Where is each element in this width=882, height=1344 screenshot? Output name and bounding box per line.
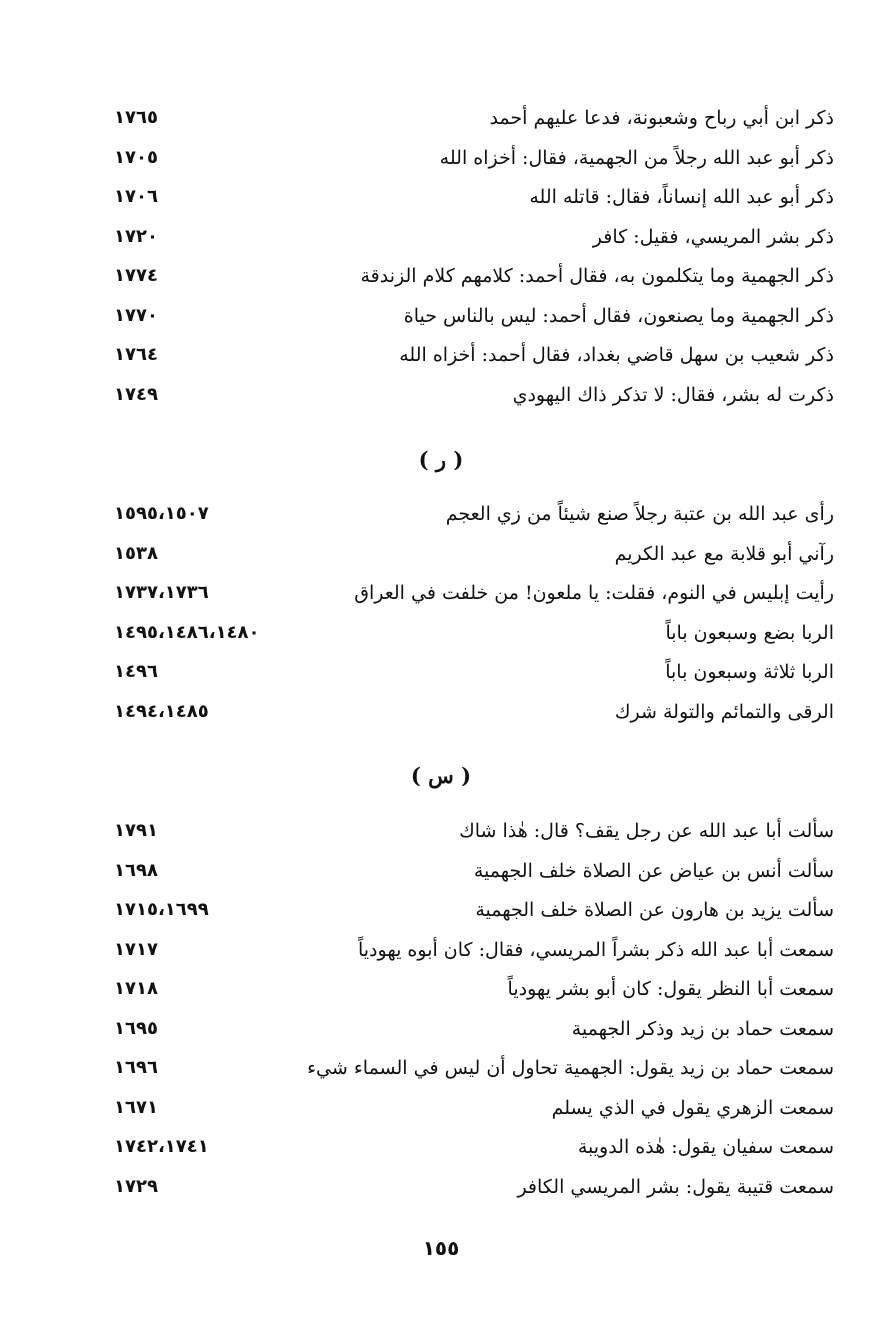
index-entry xyxy=(0,1090,882,1130)
entry-text: سألت يزيد بن هارون عن الصلاة خلف الجهمية xyxy=(475,899,834,921)
index-entry xyxy=(0,575,882,615)
entry-text: ذكر أبو عبد الله رجلاً من الجهمية، فقال: أخزاه الله xyxy=(439,146,834,169)
entry-ref: ١٧٢٠ xyxy=(114,225,158,247)
entry-ref: ١٧٦٥ xyxy=(114,107,158,128)
index-entry xyxy=(0,892,882,932)
entry-ref: ١٦٩٨ xyxy=(114,859,158,881)
entry-text: رأيت إبليس في النوم، فقلت: يا ملعون! من خلفت في العراق xyxy=(354,582,834,604)
index-entry xyxy=(0,337,882,377)
index-entry xyxy=(0,1050,882,1090)
section-heading-sin: ( س ) xyxy=(410,763,472,788)
entry-text: سمعت سفيان يقول: هٰذه الدويبة xyxy=(577,1136,834,1158)
index-entry xyxy=(0,932,882,972)
entry-ref: ١٥٣٨ xyxy=(114,542,158,564)
entry-text: ذكر ابن أبي رباح وشعبونة، فدعا عليهم أحمد xyxy=(489,107,834,129)
index-entry xyxy=(0,258,882,298)
entry-ref: ١٧١٨ xyxy=(114,978,158,999)
entry-ref: ١٧٩١ xyxy=(114,820,158,841)
entry-ref: ١٧١٧ xyxy=(114,938,158,960)
index-entry xyxy=(0,100,882,140)
entry-text: سمعت حماد بن زيد يقول: الجهمية تحاول أن ليس في السماء شيء xyxy=(307,1057,834,1079)
entry-ref: ١٤٩٦ xyxy=(114,661,158,682)
entry-text: ذكرت له بشر، فقال: لا تذكر ذاك اليهودي xyxy=(512,383,834,406)
entry-ref: ١٧٠٦ xyxy=(114,186,158,207)
index-entry xyxy=(0,853,882,893)
entry-text: ذكر شعيب بن سهل قاضي بغداد، فقال أحمد: أخزاه الله xyxy=(399,344,834,366)
entry-ref: ١٧٤٩ xyxy=(114,383,158,405)
entry-text: سألت أبا عبد الله عن رجل يقف؟ قال: هٰذا شاك xyxy=(459,820,834,842)
entry-ref: ١٤٩٤،١٤٨٥ xyxy=(114,700,209,722)
section-ra xyxy=(0,496,882,733)
entry-text: ذكر الجهمية وما يتكلمون به، فقال أحمد: كلامهم كلام الزندقة xyxy=(360,265,834,287)
index-entry xyxy=(0,496,882,536)
entry-text: ذكر أبو عبد الله إنساناً، فقال: قاتله الله xyxy=(529,186,834,208)
entry-text: رآني أبو قلابة مع عبد الكريم xyxy=(614,542,834,565)
section-heading-ra: ( ر ) xyxy=(418,447,464,472)
section-dhal xyxy=(0,100,882,416)
entry-ref: ١٧٣٧،١٧٣٦ xyxy=(114,582,209,603)
entry-text: سمعت أبا النظر يقول: كان أبو بشر يهودياً xyxy=(507,978,834,1000)
entry-ref: ١٧٠٥ xyxy=(114,146,158,168)
entry-ref: ١٧٤٢،١٧٤١ xyxy=(114,1136,209,1157)
index-entry xyxy=(0,219,882,259)
entry-ref: ١٥٩٥،١٥٠٧ xyxy=(114,503,209,524)
index-entry xyxy=(0,1129,882,1169)
entry-text: رأى عبد الله بن عتبة رجلاً صنع شيئاً من زي العجم xyxy=(445,503,834,525)
index-entry xyxy=(0,1169,882,1209)
page-number: ١٥٥ xyxy=(422,1236,460,1260)
index-entry xyxy=(0,694,882,734)
entry-text: سمعت الزهري يقول في الذي يسلم xyxy=(551,1096,834,1119)
entry-text: الرقى والتمائم والتولة شرك xyxy=(614,700,834,723)
entry-text: سمعت أبا عبد الله ذكر بشراً المريسي، فقال: كان أبوه يهودياً xyxy=(357,938,834,961)
index-entry xyxy=(0,536,882,576)
index-entry xyxy=(0,140,882,180)
section-sin xyxy=(0,813,882,1208)
entry-ref: ١٧٦٤ xyxy=(114,344,158,365)
index-entry xyxy=(0,298,882,338)
index-entry xyxy=(0,654,882,694)
entry-text: سمعت حماد بن زيد وذكر الجهمية xyxy=(571,1017,834,1040)
entry-ref: ١٧٢٩ xyxy=(114,1175,158,1197)
index-entry xyxy=(0,615,882,655)
entry-ref: ١٤٩٥،١٤٨٦،١٤٨٠ xyxy=(114,621,260,643)
entry-text: الربا ثلاثة وسبعون باباً xyxy=(665,661,834,683)
index-entry xyxy=(0,179,882,219)
index-entry xyxy=(0,377,882,417)
index-entry xyxy=(0,813,882,853)
entry-ref: ١٦٩٥ xyxy=(114,1017,158,1039)
entry-text: سمعت قتيبة يقول: بشر المريسي الكافر xyxy=(517,1175,834,1198)
entry-text: الربا بضع وسبعون باباً xyxy=(665,621,834,644)
entry-ref: ١٦٧١ xyxy=(114,1096,158,1118)
entry-text: ذكر بشر المريسي، فقيل: كافر xyxy=(592,225,834,248)
entry-ref: ١٦٩٦ xyxy=(114,1057,158,1078)
index-entry xyxy=(0,1011,882,1051)
entry-ref: ١٧٧٤ xyxy=(114,265,158,286)
entry-ref: ١٧١٥،١٦٩٩ xyxy=(114,899,209,920)
index-entry xyxy=(0,971,882,1011)
entry-text: ذكر الجهمية وما يصنعون، فقال أحمد: ليس بالناس حياة xyxy=(403,304,834,327)
entry-text: سألت أنس بن عياض عن الصلاة خلف الجهمية xyxy=(473,859,834,882)
entry-ref: ١٧٧٠ xyxy=(114,304,158,326)
